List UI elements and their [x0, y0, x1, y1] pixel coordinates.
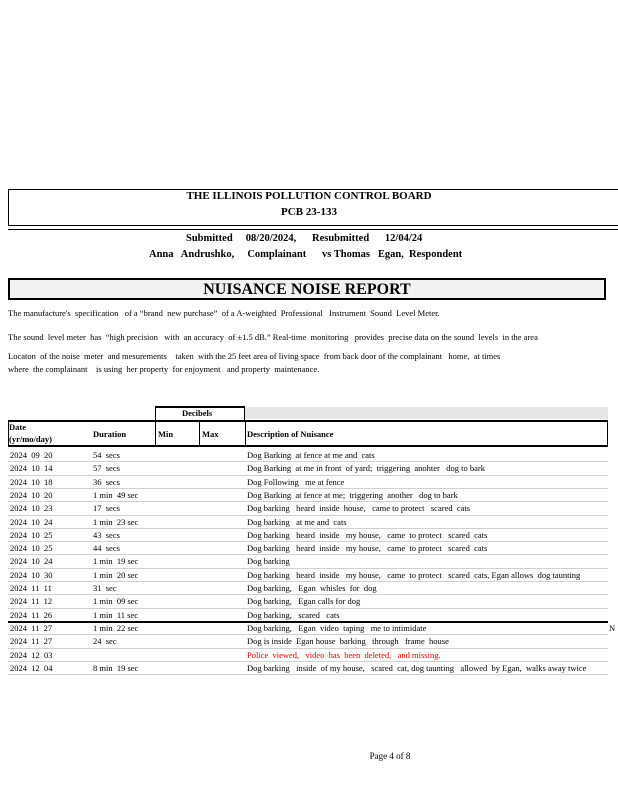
column-header-date: Date	[9, 422, 26, 432]
col-divider-desc	[245, 420, 246, 447]
row-duration: 31 sec	[93, 583, 117, 593]
row-description: Dog barking	[247, 556, 290, 567]
row-date: 2024 10 24	[10, 556, 53, 567]
row-duration: 17 secs	[93, 503, 120, 514]
row-date: 2024 11 27	[10, 636, 53, 647]
row-duration: 1 min 23 sec	[93, 516, 139, 527]
row-description: Dog Barking at fence at me; triggering another dog to bark	[247, 489, 458, 500]
row-duration: 54 secs	[93, 450, 120, 460]
row-date: 2024 11 12	[10, 596, 53, 607]
row-description: Dog is inside Egan house barking through frame house	[247, 636, 449, 647]
table-row	[8, 449, 618, 462]
row-extra-note: N	[609, 622, 616, 633]
row-duration: 1 min 49 sec	[93, 489, 139, 500]
row-date: 2024 10 18	[10, 476, 53, 487]
table-row	[8, 462, 618, 475]
table-row	[8, 609, 618, 622]
table-row	[8, 555, 618, 568]
table-row	[8, 476, 618, 489]
row-duration: 1 min 11 sec	[93, 609, 139, 620]
column-header-min: Min	[158, 429, 174, 439]
row-description: Dog barking, scared cats	[247, 609, 340, 620]
page-number: Page 4 of 8	[369, 751, 411, 761]
table-header-shade	[245, 407, 608, 419]
table-row	[8, 649, 618, 662]
row-date: 2024 11 27	[10, 622, 53, 633]
table-row	[8, 635, 618, 648]
column-header-description: Description of Nuisance	[247, 429, 334, 439]
row-date: 2024 10 20	[10, 489, 53, 500]
header-rule-1	[8, 225, 618, 226]
row-description: Dog barking at me and cats	[247, 516, 347, 527]
row-duration: 1 min 09 sec	[93, 596, 139, 607]
row-description: Dog Following me at fence	[247, 476, 345, 487]
table-row	[8, 622, 618, 635]
row-duration: 57 secs	[93, 463, 120, 474]
row-description: Dog barking inside of my house, scared cat, dog taunting allowed by Egan, walks away twice	[247, 662, 587, 673]
table-row	[8, 516, 618, 529]
row-description: Police viewed, video has been deleted, and missing.	[247, 649, 441, 660]
table-row	[8, 662, 618, 675]
row-date: 2024 10 25	[10, 543, 53, 554]
submitted-line: Submitted 08/20/2024, Resubmitted 12/04/24	[186, 233, 423, 244]
row-description: Dog Barking at me in front of yard; triggering anohter dog to bark	[247, 463, 485, 474]
row-duration: 1 min 22 sec	[93, 622, 139, 633]
row-duration: 1 min 19 sec	[93, 556, 139, 567]
row-duration: 24 sec	[93, 636, 117, 647]
row-description: Dog Barking at fence at me and cats	[247, 450, 375, 460]
row-duration: 44 secs	[93, 543, 120, 554]
row-description: Dog barking, Egan video taping me to intimidate	[247, 622, 427, 633]
table-row	[8, 529, 618, 542]
row-date: 2024 10 24	[10, 516, 53, 527]
row-description: Dog barking heard inside my house, came to protect scared cats	[247, 543, 488, 554]
column-header-duration: Duration	[93, 429, 127, 439]
row-date: 2024 10 30	[10, 569, 53, 580]
parties-line: Anna Andrushko, Complainant vs Thomas Egan, Respondent	[149, 249, 463, 260]
report-title: NUISANCE NOISE REPORT	[8, 278, 606, 300]
spec-paragraph: The manufacture's specification of a “brand new purchase” of a A-weighted Professional Instrument Sound Level Meter.	[8, 308, 440, 318]
case-number: PCB 23-133	[281, 206, 337, 218]
board-title: THE ILLINOIS POLLUTION CONTROL BOARD	[186, 190, 432, 202]
row-duration: 8 min 19 sec	[93, 662, 139, 673]
table-row	[8, 569, 618, 582]
row-duration: 36 secs	[93, 476, 120, 487]
row-rule	[8, 674, 608, 675]
row-date: 2024 09 20	[10, 450, 53, 460]
table-row	[8, 542, 618, 555]
row-date: 2024 12 03	[10, 649, 53, 660]
row-duration: 43 secs	[93, 529, 120, 540]
row-date: 2024 12 04	[10, 662, 53, 673]
location-paragraph-line2: where the complainant is using her property for enjoyment and property maintenance.	[8, 364, 320, 374]
table-row	[8, 502, 618, 515]
row-date: 2024 10 23	[10, 503, 53, 514]
header-rule-2	[8, 229, 618, 230]
row-date: 2024 10 25	[10, 529, 53, 540]
table-row	[8, 595, 618, 608]
row-date: 2024 11 26	[10, 609, 53, 620]
row-date: 2024 11 11	[10, 583, 52, 593]
row-description: Dog barking, Egan calls for dog	[247, 596, 361, 607]
accuracy-paragraph: The sound level meter has “high precision with an accuracy of ±1.5 dB.” Real-time monitoring provides precise data on the sound levels in the area	[8, 332, 538, 342]
location-paragraph-line1: Locaton of the noise meter and mesurements taken with the 25 feet area of living space from back door of the complainant home, at times	[8, 351, 501, 361]
column-header-max: Max	[202, 429, 219, 439]
column-header-date-format: (yr/mo/day)	[9, 434, 52, 444]
row-description: Dog barking, Egan whisles for dog	[247, 583, 377, 593]
row-description: Dog barking heard inside house, came to protect scared cats	[247, 503, 471, 514]
col-divider-min	[155, 420, 156, 447]
decibels-label: Decibels	[182, 408, 213, 418]
table-row	[8, 489, 618, 502]
row-date: 2024 10 14	[10, 463, 53, 474]
row-description: Dog barking heard inside my house, came to protect scared cats	[247, 529, 488, 540]
row-duration: 1 min 20 sec	[93, 569, 139, 580]
table-row	[8, 582, 618, 595]
col-divider-max	[199, 420, 200, 447]
row-description: Dog barking heard inside my house, came to protect scared cats, Egan allows dog taunting	[247, 569, 581, 580]
